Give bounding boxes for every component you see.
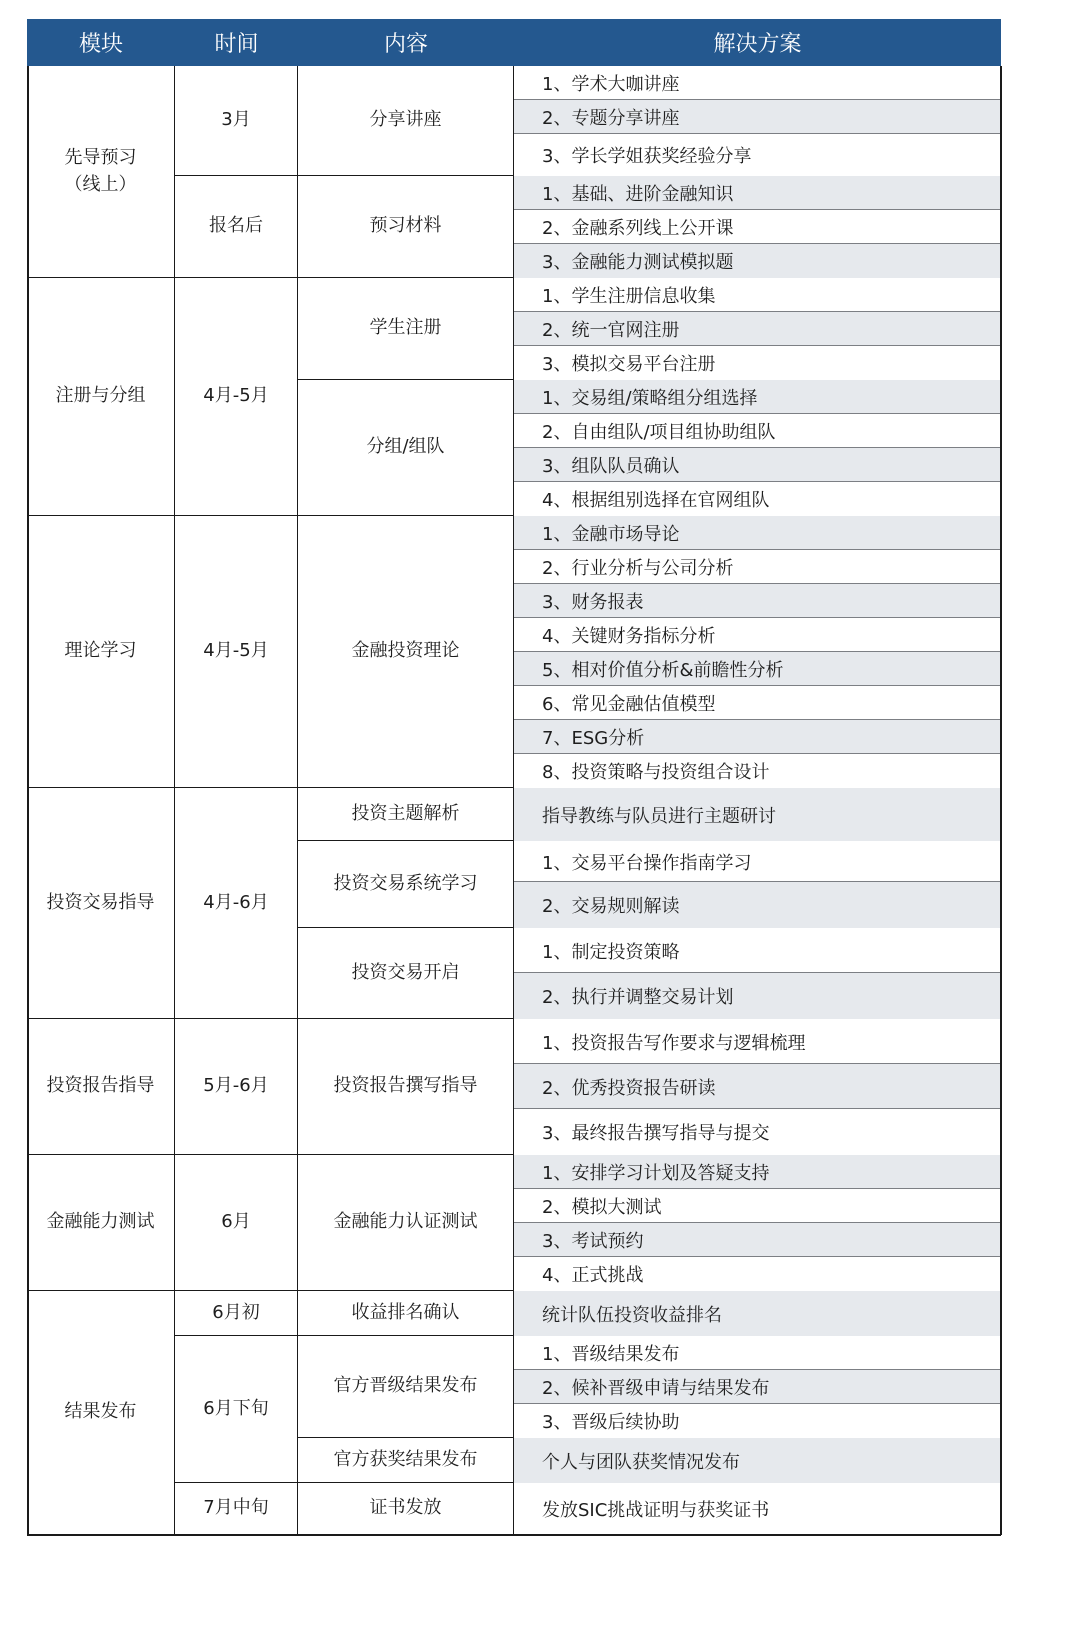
solution-item: 3、模拟交易平台注册: [514, 346, 1001, 380]
content-cell: 金融投资理论: [298, 516, 514, 788]
solution-item: 8、投资策略与投资组合设计: [514, 754, 1001, 788]
solution-item: 2、候补晋级申请与结果发布: [514, 1370, 1001, 1404]
solution-item: 1、基础、进阶金融知识: [514, 176, 1001, 210]
time-cell: 6月: [175, 1155, 298, 1291]
module-cell: 投资报告指导: [27, 1019, 175, 1155]
solution-item: 3、财务报表: [514, 584, 1001, 618]
solution-item: 4、正式挑战: [514, 1257, 1001, 1291]
table-right-border: [1000, 66, 1002, 1535]
module-cell: 投资交易指导: [27, 788, 175, 1019]
solution-item: 3、考试预约: [514, 1223, 1001, 1257]
time-cell: 6月初: [175, 1291, 298, 1336]
solution-item: 3、学长学姐获奖经验分享: [514, 134, 1001, 176]
solution-item: 2、交易规则解读: [514, 882, 1001, 928]
time-cell: 7月中旬: [175, 1483, 298, 1535]
content-cell: 金融能力认证测试: [298, 1155, 514, 1291]
solution-item: 3、最终报告撰写指导与提交: [514, 1109, 1001, 1155]
solution-item: 2、行业分析与公司分析: [514, 550, 1001, 584]
header-module: 模块: [27, 19, 175, 66]
solution-item: 1、晋级结果发布: [514, 1336, 1001, 1370]
solution-item: 1、投资报告写作要求与逻辑梳理: [514, 1019, 1001, 1064]
solution-item: 1、交易组/策略组分组选择: [514, 380, 1001, 414]
time-cell: 报名后: [175, 176, 298, 278]
solution-item: 指导教练与队员进行主题研讨: [514, 788, 1001, 841]
time-cell: 4月-6月: [175, 788, 298, 1019]
table-left-border: [27, 66, 29, 1535]
solution-item: 7、ESG分析: [514, 720, 1001, 754]
time-cell: 4月-5月: [175, 278, 298, 516]
time-cell: 3月: [175, 66, 298, 176]
header-solution: 解决方案: [514, 19, 1001, 66]
solution-item: 发放SIC挑战证明与获奖证书: [514, 1483, 1001, 1535]
time-cell: 6月下旬: [175, 1336, 298, 1483]
solution-item: 1、金融市场导论: [514, 516, 1001, 550]
solution-item: 2、金融系列线上公开课: [514, 210, 1001, 244]
content-cell: 学生注册: [298, 278, 514, 380]
solution-item: 1、安排学习计划及答疑支持: [514, 1155, 1001, 1189]
module-cell: 注册与分组: [27, 278, 175, 516]
solution-item: 4、关键财务指标分析: [514, 618, 1001, 652]
content-cell: 投资主题解析: [298, 788, 514, 841]
table-bottom-border: [27, 1534, 1001, 1536]
solution-item: 3、晋级后续协助: [514, 1404, 1001, 1438]
solution-item: 1、交易平台操作指南学习: [514, 841, 1001, 882]
content-cell: 投资报告撰写指导: [298, 1019, 514, 1155]
content-cell: 投资交易系统学习: [298, 841, 514, 928]
content-cell: 投资交易开启: [298, 928, 514, 1019]
solution-item: 3、组队队员确认: [514, 448, 1001, 482]
schedule-table: [27, 19, 1053, 1629]
solution-item: 2、模拟大测试: [514, 1189, 1001, 1223]
solution-item: 5、相对价值分析&前瞻性分析: [514, 652, 1001, 686]
content-cell: 收益排名确认: [298, 1291, 514, 1336]
solution-item: 2、执行并调整交易计划: [514, 973, 1001, 1019]
solution-item: 4、根据组别选择在官网组队: [514, 482, 1001, 516]
solution-item: 2、优秀投资报告研读: [514, 1064, 1001, 1109]
solution-item: 个人与团队获奖情况发布: [514, 1438, 1001, 1483]
content-cell: 官方晋级结果发布: [298, 1336, 514, 1438]
header-time: 时间: [175, 19, 298, 66]
solution-item: 2、自由组队/项目组协助组队: [514, 414, 1001, 448]
solution-item: 3、金融能力测试模拟题: [514, 244, 1001, 278]
module-cell: 金融能力测试: [27, 1155, 175, 1291]
content-cell: 分组/组队: [298, 380, 514, 516]
content-cell: 分享讲座: [298, 66, 514, 176]
solution-item: 1、学术大咖讲座: [514, 66, 1001, 100]
module-cell: 先导预习 （线上）: [27, 66, 175, 278]
solution-item: 2、专题分享讲座: [514, 100, 1001, 134]
module-cell: 理论学习: [27, 516, 175, 788]
content-cell: 预习材料: [298, 176, 514, 278]
content-cell: 官方获奖结果发布: [298, 1438, 514, 1483]
solution-item: 统计队伍投资收益排名: [514, 1291, 1001, 1336]
time-cell: 5月-6月: [175, 1019, 298, 1155]
solution-item: 1、制定投资策略: [514, 928, 1001, 973]
solution-item: 6、常见金融估值模型: [514, 686, 1001, 720]
content-cell: 证书发放: [298, 1483, 514, 1535]
time-cell: 4月-5月: [175, 516, 298, 788]
solution-item: 2、统一官网注册: [514, 312, 1001, 346]
module-cell: 结果发布: [27, 1291, 175, 1535]
solution-item: 1、学生注册信息收集: [514, 278, 1001, 312]
header-content: 内容: [298, 19, 514, 66]
